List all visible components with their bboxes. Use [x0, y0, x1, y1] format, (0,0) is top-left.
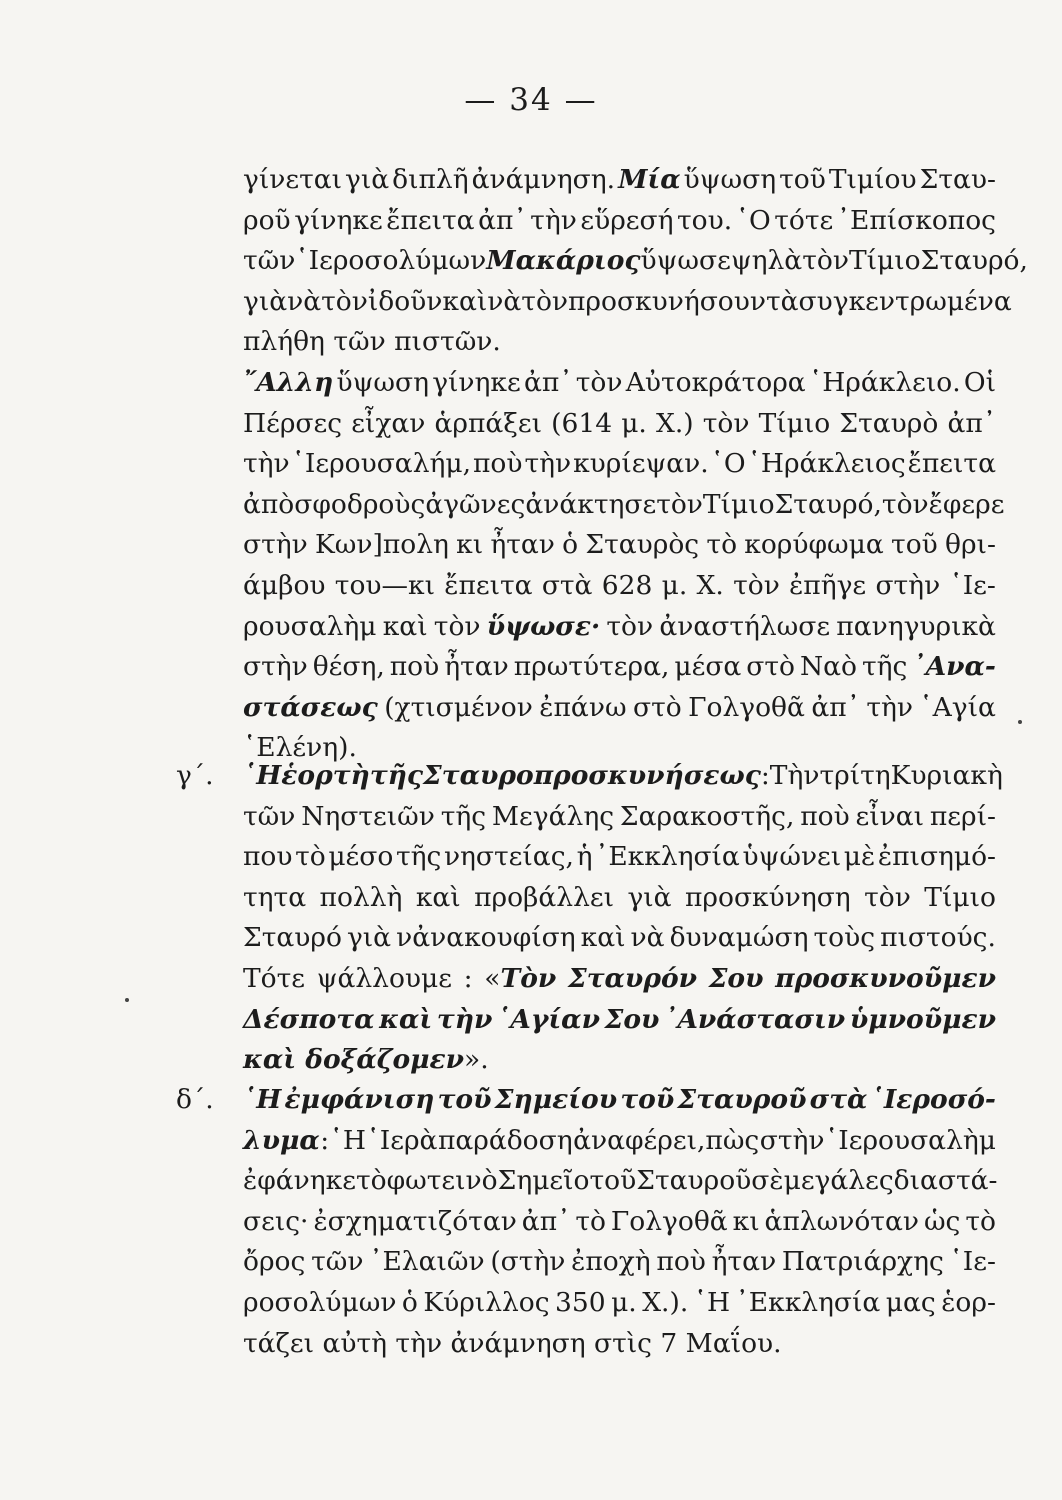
word: Κυριακὴ	[890, 760, 1003, 791]
word: τὸν	[521, 285, 569, 317]
word: Σημείου	[494, 1084, 618, 1115]
word: προσκυνήσουν	[568, 285, 766, 317]
word: Σταυρὸ	[839, 407, 939, 439]
word: Κων]πολη	[315, 529, 449, 561]
word: νὰ	[630, 922, 665, 954]
word: «Τὸν	[484, 963, 557, 994]
word: μ.	[621, 407, 647, 439]
text-line	[243, 918, 996, 958]
text-line	[243, 1121, 996, 1161]
word: ροῦ	[243, 204, 291, 236]
word: ῾Ο	[735, 204, 771, 236]
word: Μακάριος	[486, 245, 641, 277]
word: Τίμιο	[702, 488, 775, 520]
text-line	[243, 566, 996, 606]
word: γίνηκε	[432, 367, 521, 398]
word: τὴν	[243, 448, 290, 480]
word: ἔπειτα	[907, 448, 996, 480]
word: ῾Αγίαν	[497, 1003, 600, 1035]
word: τὸν	[802, 245, 849, 277]
word: νηστείας,	[443, 841, 574, 873]
word: που	[243, 841, 293, 873]
word: Νηστειῶν	[301, 800, 435, 832]
word: ῾Ιε-	[949, 1246, 996, 1278]
word: ῾Η	[693, 1287, 731, 1318]
text-line	[243, 282, 1012, 322]
word: Δέσποτα	[243, 1003, 375, 1035]
word: νὰ	[487, 285, 522, 317]
word: τὸν	[656, 488, 703, 520]
word: σὲ	[751, 1165, 784, 1197]
word: κι	[456, 529, 484, 561]
word: ποὺ	[800, 800, 850, 832]
word: ὡς	[923, 1205, 961, 1237]
word: ὁ	[562, 529, 579, 561]
word: τὸν	[733, 570, 780, 601]
word: στὸ	[746, 651, 795, 683]
word: στὰ	[541, 570, 593, 601]
word: προσκυνοῦμεν	[775, 963, 996, 994]
text-line	[243, 959, 996, 999]
word: :	[463, 963, 473, 994]
text-line	[243, 797, 996, 837]
word: ὄρος	[243, 1246, 306, 1278]
word: ἀπ᾽	[947, 407, 996, 439]
word: Γολγοθᾶ	[610, 1205, 728, 1237]
word: Τίμιο	[758, 407, 831, 439]
word: ἀναστήλωσε	[659, 610, 831, 642]
word: ῾Ηράκλειος	[747, 448, 906, 480]
text-line	[243, 1202, 996, 1242]
word: κορύφωμα	[744, 529, 884, 561]
text-line	[243, 607, 996, 647]
word: τῆς	[395, 841, 442, 873]
word: του.	[677, 204, 733, 236]
specks	[125, 998, 129, 1002]
word: Σταυρό	[243, 922, 342, 954]
word: ῎Αλλη	[243, 367, 334, 398]
word: ροσολύμων	[243, 1287, 397, 1318]
word: Χ.	[696, 570, 724, 601]
word: (χτισμένον	[384, 691, 533, 723]
word: γιὰ	[243, 285, 288, 317]
word: τὸ	[706, 529, 738, 561]
word: Χ.).	[642, 1287, 689, 1318]
word: τὸ	[965, 1205, 996, 1237]
word: ποὺ	[656, 1246, 706, 1278]
word: τὴν	[866, 691, 913, 723]
word: τοῦ	[589, 1165, 637, 1197]
word: τὸν	[702, 407, 750, 439]
text-line	[243, 525, 996, 565]
word: Τότε	[243, 963, 306, 994]
specks	[1018, 720, 1022, 724]
word: μέσα	[674, 651, 742, 683]
word: καὶ	[442, 285, 488, 317]
word: διπλῆ	[392, 164, 469, 195]
word: καὶ	[379, 1003, 433, 1035]
word: πολλὴ	[319, 881, 403, 913]
word: τῶν	[243, 800, 296, 832]
word: Σταυρό,	[920, 245, 1028, 277]
word: Τὴν	[769, 760, 820, 791]
word: τὴν	[524, 448, 572, 480]
word: ῾Ηράκλειο.	[808, 367, 961, 398]
word: κι	[732, 1205, 760, 1237]
word: ποὺ	[389, 651, 440, 683]
word: :	[320, 1124, 330, 1156]
word: Σου	[708, 963, 764, 994]
word: μὲ	[843, 841, 876, 873]
word: Σημεῖο	[497, 1165, 590, 1197]
word: ἔφερε	[928, 488, 1005, 520]
word: ἁρπάξει	[434, 407, 543, 439]
text-line	[243, 1080, 996, 1120]
word: ῾Ο	[710, 448, 746, 480]
word: τῆς	[369, 760, 424, 791]
word: συγκεντρωμένα	[798, 285, 1012, 317]
body-text: ῾Ελένη).	[243, 732, 357, 764]
word: εὕρεσή	[580, 204, 674, 236]
word: γίνεται	[243, 164, 343, 195]
word: τὸν	[321, 285, 368, 317]
word: γιὰ	[627, 881, 672, 913]
word: ἦταν	[711, 1246, 777, 1278]
text-line	[243, 363, 996, 403]
word: Τίμιο	[848, 245, 921, 277]
body-text: ».	[464, 1044, 489, 1076]
word: στὴν	[875, 570, 941, 601]
word: καὶ	[415, 881, 461, 913]
text-line	[243, 1283, 996, 1323]
word: Χ.)	[655, 407, 694, 439]
word: τῆς	[440, 800, 487, 832]
text-line	[243, 1324, 782, 1364]
word: ᾽Ανα-	[912, 651, 996, 683]
word: μ.	[611, 1287, 637, 1318]
word: τὸ	[295, 841, 326, 873]
word: ἐποχὴ	[571, 1246, 651, 1278]
word: ψηλὰ	[730, 245, 803, 277]
text-line	[243, 444, 996, 484]
word: εἶχαν	[351, 407, 426, 439]
section-c-marker: γ΄.	[176, 760, 214, 791]
word: μέσο	[328, 841, 394, 873]
word: τὸν	[606, 610, 654, 642]
word: θρι-	[945, 529, 996, 561]
word: Σταυρό,τὸν	[774, 488, 929, 520]
word: τῶν	[311, 1246, 364, 1278]
word: τὸν	[864, 881, 911, 913]
text-line	[243, 878, 996, 918]
text-line	[243, 1161, 996, 1201]
word: ἐφάνηκε	[243, 1165, 356, 1197]
word: ἀγῶνες	[425, 488, 526, 520]
word: τρίτη	[819, 760, 891, 791]
word: ἔπειτα	[444, 570, 533, 601]
word: ἐπισημό-	[877, 841, 996, 873]
page-number: — 34 —	[464, 82, 598, 118]
word: Σταυ-	[919, 164, 996, 195]
word: γιὰ	[345, 164, 390, 195]
word: ῾Ιερουσαλὴμ	[825, 1124, 996, 1156]
word: ὑμνοῦμεν	[849, 1003, 996, 1035]
word: Σου	[604, 1003, 660, 1035]
text-line	[243, 201, 996, 241]
word: (614	[551, 407, 613, 439]
word: ῾Η	[329, 1124, 367, 1156]
word: καὶ	[580, 922, 626, 954]
word: ὁ	[401, 1287, 418, 1318]
word: παράδοση	[437, 1124, 573, 1156]
word: 628	[601, 570, 653, 601]
word: καὶ	[382, 610, 428, 642]
word: τότε	[774, 204, 834, 236]
body-text: τάζει αὐτὴ τὴν ἀνάμνηση στὶς 7 Μαΐου.	[243, 1327, 782, 1359]
word: ῾Ιερουσαλήμ,	[291, 448, 472, 480]
text-line	[243, 688, 996, 728]
word: ᾽Εκκλησία	[735, 1287, 881, 1318]
word: μ.	[661, 570, 688, 601]
text-line	[243, 1000, 996, 1040]
word: Πατριάρχης	[781, 1246, 944, 1278]
text-line	[243, 647, 996, 687]
word: ἀπ᾽	[811, 691, 860, 723]
word: ρουσαλὴμ	[243, 610, 377, 642]
word: στὰ	[809, 1084, 868, 1115]
word: ἀναφέρει,πὼς	[573, 1124, 760, 1156]
word: πρωτύτερα,	[513, 651, 670, 683]
word: ἑορτὴ	[281, 760, 370, 791]
word: Γολγοθᾶ	[688, 691, 805, 723]
word: ῾Αγία	[919, 691, 996, 723]
text-line	[243, 756, 1003, 796]
word: Μία	[618, 164, 681, 195]
word: ὕψωσε·	[486, 610, 601, 642]
word: ἦταν	[490, 529, 555, 561]
word: (στὴν	[490, 1246, 566, 1278]
word: του—κι	[334, 570, 435, 601]
text-line	[243, 241, 1028, 281]
word: φωτεινὸ	[386, 1165, 498, 1197]
word: Σταυροῦ	[677, 1084, 807, 1115]
word: ῾Ιερὰ	[366, 1124, 438, 1156]
word: ψάλλουμε	[316, 963, 452, 994]
word: ἀνάκτησε	[525, 488, 657, 520]
word: ἀπὸ	[243, 488, 295, 520]
word: άμβου	[243, 570, 326, 601]
word: ᾽Ανάστασιν	[664, 1003, 846, 1035]
word: τοῦ	[891, 529, 938, 561]
word: εἶναι	[855, 800, 925, 832]
word: Κύριλλος	[423, 1287, 550, 1318]
word: στάσεως	[243, 691, 378, 723]
word: πιστούς.	[880, 922, 996, 954]
word: ἰδοῦν	[367, 285, 443, 317]
word: τοῦ	[437, 1084, 492, 1115]
word: ἀπ᾽	[523, 367, 573, 398]
word: ἐσχηματιζόταν	[313, 1205, 517, 1237]
word: τῆς	[861, 651, 908, 683]
word: πανηγυρικὰ	[836, 610, 996, 642]
word: ἐπῆγε	[789, 570, 867, 601]
word: Σταυρὸς	[585, 529, 700, 561]
word: στὴν	[243, 651, 308, 683]
text-line	[243, 1242, 996, 1282]
word: Τίμιο	[924, 881, 996, 913]
word: δυναμώση	[669, 922, 809, 954]
word: ἦταν	[444, 651, 509, 683]
word: ἐπάνω	[539, 691, 627, 723]
word: ὕψωση	[683, 164, 777, 195]
word: ᾽Εκκλησία	[595, 841, 740, 873]
word: νὰ	[287, 285, 322, 317]
word: ἀπ᾽	[478, 204, 527, 236]
word: κυρίεψαν.	[573, 448, 709, 480]
word: Σταυροῦ	[636, 1165, 752, 1197]
word: Οἱ	[963, 367, 996, 398]
text-line	[243, 1040, 489, 1080]
word: Μεγάλης	[491, 800, 615, 832]
word: 350	[555, 1287, 606, 1318]
word: νἀνακουφίση	[396, 922, 576, 954]
text-line	[243, 837, 996, 877]
word: ῾Ιεροσολύμων	[295, 245, 487, 277]
word: ἑορ-	[941, 1287, 996, 1318]
word: γίνηκε	[294, 204, 383, 236]
word: ἀπ᾽	[521, 1205, 571, 1237]
word: στὴν	[759, 1124, 825, 1156]
body-text: πλήθη τῶν πιστῶν.	[243, 326, 501, 358]
word: ὕψωσε	[640, 245, 731, 277]
section-d-marker: δ΄.	[176, 1084, 214, 1115]
word: ἡ	[576, 841, 593, 873]
word: σεις·	[243, 1205, 309, 1237]
word: ποὺ	[473, 448, 523, 480]
text-line	[243, 404, 996, 444]
word: μας	[885, 1287, 936, 1318]
word: τὴν	[530, 204, 577, 236]
word: ῾Η	[243, 1084, 282, 1115]
word: τὸν	[433, 610, 481, 642]
word: τητα	[243, 881, 307, 913]
word: προβάλλει	[474, 881, 614, 913]
text-line	[243, 160, 996, 200]
emphasis-text: καὶ δοξάζομεν	[243, 1044, 465, 1076]
word: στὸ	[632, 691, 682, 723]
word: τοῦ	[620, 1084, 675, 1115]
word: περί-	[929, 800, 996, 832]
word: ῾Ιε-	[949, 570, 996, 601]
word: ἀνάμνηση.	[471, 164, 616, 195]
word: Σταυροπροσκυνήσεως:	[423, 760, 770, 791]
word: στὴν	[243, 529, 308, 561]
word: τὴν	[436, 1003, 493, 1035]
word: τοὺς	[813, 922, 876, 954]
word: Σαρακοστῆς,	[619, 800, 795, 832]
word: γιὰ	[346, 922, 392, 954]
word: τοῦ	[779, 164, 826, 195]
word: Αὐτοκράτορα	[625, 367, 806, 398]
word: τὰ	[765, 285, 799, 317]
word: μεγάλες	[783, 1165, 894, 1197]
word: Πέρσες	[243, 407, 343, 439]
word: τὸν	[575, 367, 623, 398]
word: τὸ	[355, 1165, 387, 1197]
word: ὕψωση	[336, 367, 429, 398]
word: λυμα	[243, 1124, 320, 1156]
word: ἔπειτα	[386, 204, 475, 236]
word: ᾽Επίσκοπος	[836, 204, 996, 236]
word: τῶν	[243, 245, 296, 277]
text-line	[243, 322, 501, 362]
word: Τιμίου	[828, 164, 917, 195]
word: ῾Ιεροσό-	[870, 1084, 996, 1115]
word: ῾Η	[243, 760, 282, 791]
word: ἁπλωνόταν	[764, 1205, 919, 1237]
word: θέση,	[312, 651, 385, 683]
word: ἐμφάνιση	[284, 1084, 435, 1115]
word: σφοδροὺς	[294, 488, 426, 520]
text-line	[243, 485, 1005, 525]
word: Ναὸ	[799, 651, 858, 683]
word: ᾽Ελαιῶν	[369, 1246, 485, 1278]
word: προσκύνηση	[685, 881, 851, 913]
word: διαστά-	[893, 1165, 998, 1197]
word: Σταυρόν	[567, 963, 698, 994]
word: ὑψώνει	[742, 841, 842, 873]
word: τὸ	[575, 1205, 606, 1237]
